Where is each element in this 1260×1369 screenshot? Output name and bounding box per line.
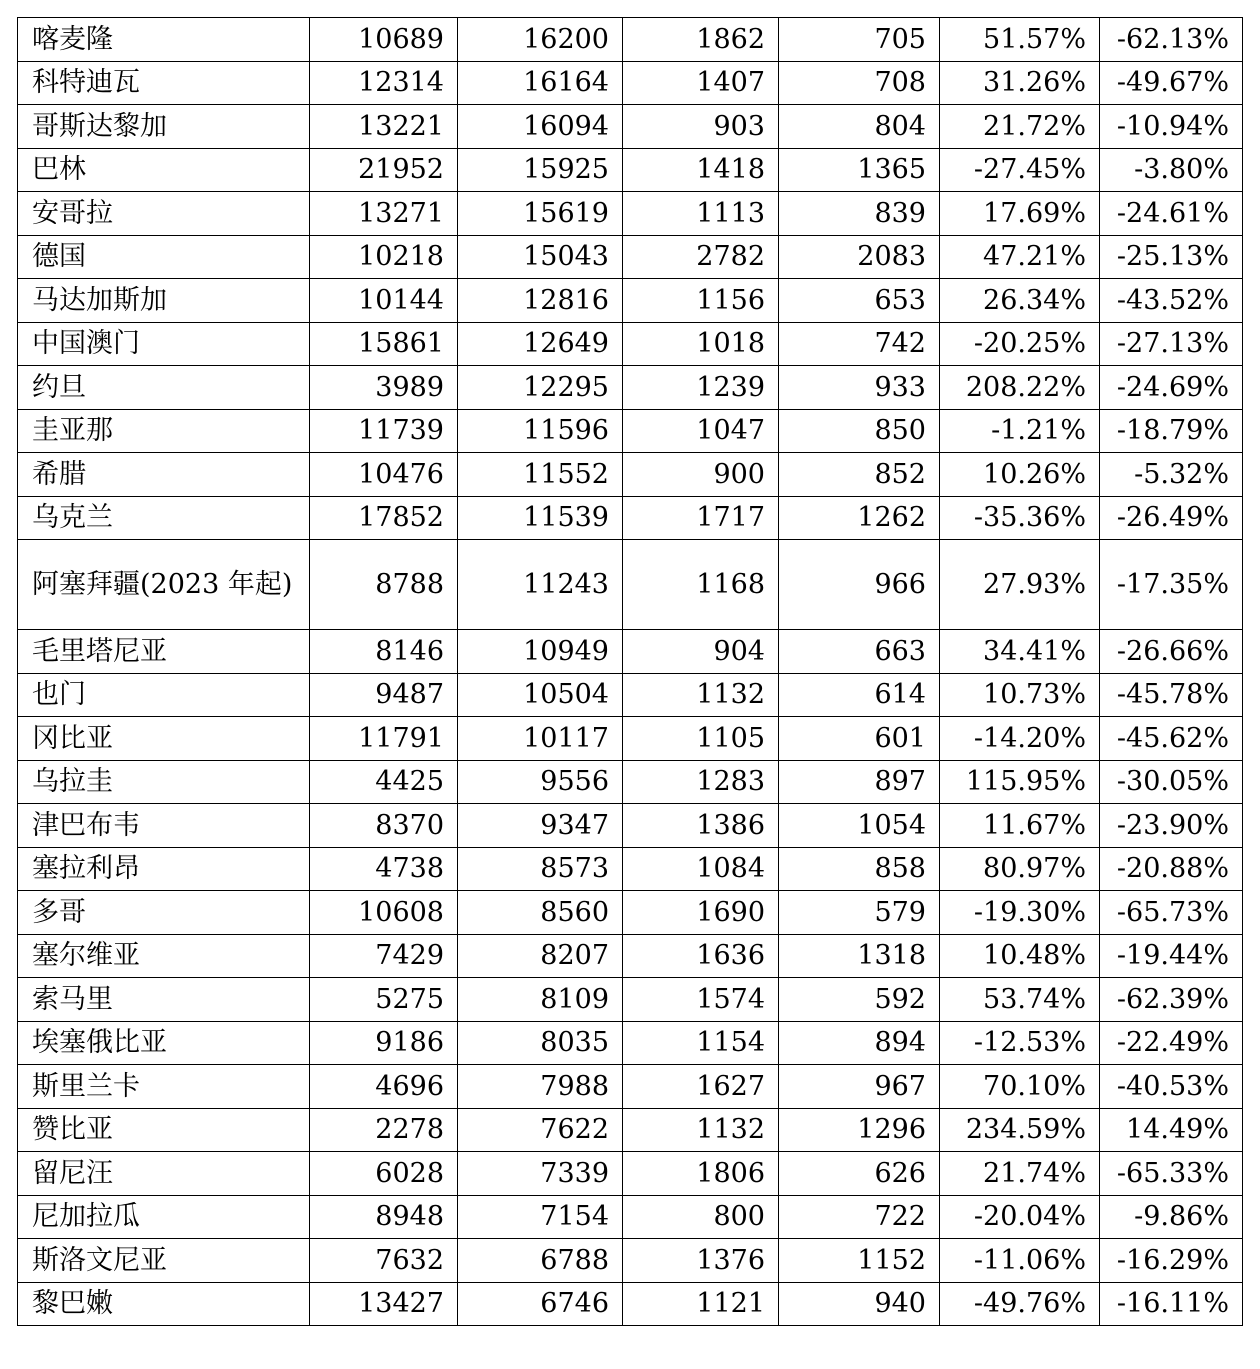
table-row xyxy=(18,540,1243,630)
table-cell-value-col-3: 800 xyxy=(623,1195,779,1239)
table-cell-change-pct-1: -35.36% xyxy=(940,496,1100,540)
table-cell-change-pct-2: -45.62% xyxy=(1100,717,1243,761)
table-cell-change-pct-1: 70.10% xyxy=(940,1065,1100,1109)
table-cell-value-col-4: 708 xyxy=(779,61,940,105)
table-cell-value-col-2: 15619 xyxy=(458,192,623,236)
table-cell-value-col-4: 705 xyxy=(779,18,940,62)
table-cell-change-pct-2: -16.29% xyxy=(1100,1239,1243,1283)
table-cell-change-pct-1: 115.95% xyxy=(940,760,1100,804)
table-cell-value-col-4: 601 xyxy=(779,717,940,761)
table-cell-value-col-2: 9556 xyxy=(458,760,623,804)
table-cell-value-col-4: 722 xyxy=(779,1195,940,1239)
table-row xyxy=(18,891,1243,935)
table-row xyxy=(18,1108,1243,1152)
table-cell-value-col-1: 17852 xyxy=(310,496,458,540)
table-cell-value-col-4: 1054 xyxy=(779,804,940,848)
table-cell-value-col-4: 592 xyxy=(779,978,940,1022)
table-cell-change-pct-1: 10.48% xyxy=(940,934,1100,978)
table-cell-value-col-2: 16094 xyxy=(458,105,623,149)
table-cell-change-pct-2: -24.69% xyxy=(1100,366,1243,410)
table-cell-value-col-2: 12295 xyxy=(458,366,623,410)
table-cell-change-pct-2: -19.44% xyxy=(1100,934,1243,978)
table-cell-change-pct-2: -23.90% xyxy=(1100,804,1243,848)
table-cell-value-col-1: 8146 xyxy=(310,630,458,674)
table-cell-change-pct-2: -3.80% xyxy=(1100,148,1243,192)
table-cell-change-pct-2: -40.53% xyxy=(1100,1065,1243,1109)
table-cell-value-col-3: 2782 xyxy=(623,235,779,279)
table-cell-change-pct-2: -62.13% xyxy=(1100,18,1243,62)
table-row xyxy=(18,1282,1243,1326)
table-cell-value-col-2: 10949 xyxy=(458,630,623,674)
table-row xyxy=(18,1195,1243,1239)
table-cell-change-pct-1: 234.59% xyxy=(940,1108,1100,1152)
table-cell-country-name: 德国 xyxy=(18,235,310,279)
table-cell-value-col-4: 966 xyxy=(779,540,940,630)
table-cell-country-name: 冈比亚 xyxy=(18,717,310,761)
table-cell-value-col-1: 9186 xyxy=(310,1021,458,1065)
table-cell-value-col-1: 11739 xyxy=(310,409,458,453)
table-cell-value-col-1: 12314 xyxy=(310,61,458,105)
table-cell-value-col-2: 10117 xyxy=(458,717,623,761)
table-cell-country-name: 多哥 xyxy=(18,891,310,935)
table-cell-value-col-4: 653 xyxy=(779,279,940,323)
data-table-container xyxy=(17,17,1243,1326)
table-cell-value-col-2: 7622 xyxy=(458,1108,623,1152)
table-cell-value-col-1: 13427 xyxy=(310,1282,458,1326)
table-row xyxy=(18,1239,1243,1283)
table-cell-change-pct-1: 10.26% xyxy=(940,453,1100,497)
table-cell-value-col-4: 2083 xyxy=(779,235,940,279)
table-cell-value-col-4: 1365 xyxy=(779,148,940,192)
table-cell-change-pct-1: 31.26% xyxy=(940,61,1100,105)
table-cell-change-pct-2: -25.13% xyxy=(1100,235,1243,279)
table-cell-value-col-1: 4425 xyxy=(310,760,458,804)
table-cell-change-pct-1: -19.30% xyxy=(940,891,1100,935)
table-cell-value-col-2: 11539 xyxy=(458,496,623,540)
table-cell-change-pct-1: 80.97% xyxy=(940,847,1100,891)
table-cell-change-pct-2: -26.66% xyxy=(1100,630,1243,674)
table-cell-value-col-3: 1386 xyxy=(623,804,779,848)
table-cell-value-col-2: 10504 xyxy=(458,673,623,717)
table-cell-country-name: 塞尔维亚 xyxy=(18,934,310,978)
table-cell-change-pct-1: 47.21% xyxy=(940,235,1100,279)
table-cell-value-col-1: 7429 xyxy=(310,934,458,978)
table-cell-change-pct-1: -11.06% xyxy=(940,1239,1100,1283)
table-row xyxy=(18,978,1243,1022)
table-cell-value-col-2: 16200 xyxy=(458,18,623,62)
table-cell-value-col-1: 13221 xyxy=(310,105,458,149)
table-cell-country-name: 斯里兰卡 xyxy=(18,1065,310,1109)
table-row xyxy=(18,279,1243,323)
table-cell-value-col-1: 6028 xyxy=(310,1152,458,1196)
table-cell-country-name: 留尼汪 xyxy=(18,1152,310,1196)
table-cell-country-name: 约旦 xyxy=(18,366,310,410)
table-cell-value-col-3: 1806 xyxy=(623,1152,779,1196)
table-cell-change-pct-2: -20.88% xyxy=(1100,847,1243,891)
table-cell-value-col-1: 10144 xyxy=(310,279,458,323)
table-row xyxy=(18,148,1243,192)
table-cell-change-pct-1: 53.74% xyxy=(940,978,1100,1022)
table-cell-value-col-2: 8109 xyxy=(458,978,623,1022)
table-cell-change-pct-1: 26.34% xyxy=(940,279,1100,323)
table-cell-change-pct-2: -24.61% xyxy=(1100,192,1243,236)
table-row xyxy=(18,105,1243,149)
table-cell-value-col-1: 21952 xyxy=(310,148,458,192)
table-row xyxy=(18,18,1243,62)
table-cell-value-col-2: 11552 xyxy=(458,453,623,497)
table-cell-value-col-4: 894 xyxy=(779,1021,940,1065)
table-cell-change-pct-2: -65.33% xyxy=(1100,1152,1243,1196)
table-cell-value-col-3: 1239 xyxy=(623,366,779,410)
table-cell-value-col-3: 1283 xyxy=(623,760,779,804)
table-row xyxy=(18,804,1243,848)
table-cell-value-col-3: 1690 xyxy=(623,891,779,935)
table-cell-value-col-2: 6788 xyxy=(458,1239,623,1283)
table-cell-country-name: 安哥拉 xyxy=(18,192,310,236)
table-cell-value-col-4: 742 xyxy=(779,322,940,366)
table-cell-value-col-2: 9347 xyxy=(458,804,623,848)
table-cell-value-col-1: 10476 xyxy=(310,453,458,497)
table-cell-value-col-1: 8788 xyxy=(310,540,458,630)
table-cell-value-col-1: 10608 xyxy=(310,891,458,935)
table-cell-country-name: 中国澳门 xyxy=(18,322,310,366)
table-row xyxy=(18,61,1243,105)
table-row xyxy=(18,409,1243,453)
table-cell-change-pct-2: -17.35% xyxy=(1100,540,1243,630)
table-cell-value-col-4: 858 xyxy=(779,847,940,891)
table-cell-value-col-3: 1168 xyxy=(623,540,779,630)
table-row xyxy=(18,673,1243,717)
table-cell-value-col-2: 8573 xyxy=(458,847,623,891)
table-row xyxy=(18,366,1243,410)
table-cell-change-pct-2: -26.49% xyxy=(1100,496,1243,540)
table-cell-country-name: 赞比亚 xyxy=(18,1108,310,1152)
table-cell-value-col-2: 8560 xyxy=(458,891,623,935)
table-cell-value-col-2: 12816 xyxy=(458,279,623,323)
table-cell-value-col-2: 7154 xyxy=(458,1195,623,1239)
table-cell-change-pct-1: 21.72% xyxy=(940,105,1100,149)
table-cell-value-col-2: 12649 xyxy=(458,322,623,366)
table-cell-value-col-3: 1717 xyxy=(623,496,779,540)
table-cell-value-col-4: 1152 xyxy=(779,1239,940,1283)
table-cell-country-name: 圭亚那 xyxy=(18,409,310,453)
table-cell-value-col-1: 8370 xyxy=(310,804,458,848)
table-cell-country-name: 黎巴嫩 xyxy=(18,1282,310,1326)
table-row xyxy=(18,453,1243,497)
table-cell-country-name: 埃塞俄比亚 xyxy=(18,1021,310,1065)
table-cell-value-col-1: 15861 xyxy=(310,322,458,366)
table-cell-value-col-1: 4696 xyxy=(310,1065,458,1109)
table-cell-value-col-4: 579 xyxy=(779,891,940,935)
table-cell-value-col-3: 904 xyxy=(623,630,779,674)
table-cell-change-pct-1: 51.57% xyxy=(940,18,1100,62)
table-row xyxy=(18,717,1243,761)
table-cell-country-name: 希腊 xyxy=(18,453,310,497)
table-cell-country-name: 哥斯达黎加 xyxy=(18,105,310,149)
table-cell-change-pct-2: -49.67% xyxy=(1100,61,1243,105)
table-cell-change-pct-1: 27.93% xyxy=(940,540,1100,630)
table-cell-value-col-4: 967 xyxy=(779,1065,940,1109)
table-cell-value-col-1: 5275 xyxy=(310,978,458,1022)
table-cell-value-col-4: 1318 xyxy=(779,934,940,978)
table-cell-change-pct-1: 34.41% xyxy=(940,630,1100,674)
table-cell-change-pct-2: -43.52% xyxy=(1100,279,1243,323)
table-cell-change-pct-2: -65.73% xyxy=(1100,891,1243,935)
table-cell-value-col-1: 2278 xyxy=(310,1108,458,1152)
table-cell-change-pct-1: -27.45% xyxy=(940,148,1100,192)
table-cell-value-col-3: 1132 xyxy=(623,673,779,717)
table-cell-value-col-3: 1636 xyxy=(623,934,779,978)
table-cell-value-col-3: 1084 xyxy=(623,847,779,891)
table-row xyxy=(18,192,1243,236)
table-cell-change-pct-1: -20.25% xyxy=(940,322,1100,366)
table-cell-change-pct-2: -22.49% xyxy=(1100,1021,1243,1065)
table-cell-change-pct-2: -10.94% xyxy=(1100,105,1243,149)
table-cell-country-name: 阿塞拜疆(2023 年起) xyxy=(18,540,310,630)
table-row xyxy=(18,496,1243,540)
table-cell-value-col-2: 11596 xyxy=(458,409,623,453)
table-cell-change-pct-1: -1.21% xyxy=(940,409,1100,453)
table-cell-country-name: 斯洛文尼亚 xyxy=(18,1239,310,1283)
table-cell-change-pct-2: -16.11% xyxy=(1100,1282,1243,1326)
table-row xyxy=(18,1065,1243,1109)
table-cell-change-pct-2: -30.05% xyxy=(1100,760,1243,804)
data-table xyxy=(17,17,1243,1326)
table-cell-value-col-2: 16164 xyxy=(458,61,623,105)
table-cell-change-pct-1: 11.67% xyxy=(940,804,1100,848)
table-cell-value-col-1: 3989 xyxy=(310,366,458,410)
table-cell-value-col-1: 10218 xyxy=(310,235,458,279)
table-row xyxy=(18,847,1243,891)
table-cell-value-col-3: 1121 xyxy=(623,1282,779,1326)
table-cell-value-col-2: 7339 xyxy=(458,1152,623,1196)
table-cell-value-col-4: 839 xyxy=(779,192,940,236)
table-cell-change-pct-2: -5.32% xyxy=(1100,453,1243,497)
table-cell-change-pct-1: 17.69% xyxy=(940,192,1100,236)
table-cell-value-col-1: 13271 xyxy=(310,192,458,236)
table-row xyxy=(18,760,1243,804)
table-cell-value-col-4: 852 xyxy=(779,453,940,497)
table-cell-value-col-1: 4738 xyxy=(310,847,458,891)
table-cell-change-pct-2: -9.86% xyxy=(1100,1195,1243,1239)
table-cell-value-col-2: 8207 xyxy=(458,934,623,978)
table-row xyxy=(18,1152,1243,1196)
table-cell-change-pct-2: -62.39% xyxy=(1100,978,1243,1022)
table-cell-country-name: 也门 xyxy=(18,673,310,717)
table-cell-change-pct-2: -27.13% xyxy=(1100,322,1243,366)
table-cell-value-col-3: 1018 xyxy=(623,322,779,366)
table-cell-country-name: 毛里塔尼亚 xyxy=(18,630,310,674)
table-cell-value-col-3: 1627 xyxy=(623,1065,779,1109)
table-cell-country-name: 乌拉圭 xyxy=(18,760,310,804)
table-cell-value-col-3: 1047 xyxy=(623,409,779,453)
table-cell-country-name: 索马里 xyxy=(18,978,310,1022)
table-cell-value-col-4: 897 xyxy=(779,760,940,804)
table-cell-value-col-4: 804 xyxy=(779,105,940,149)
table-row xyxy=(18,1021,1243,1065)
table-row xyxy=(18,630,1243,674)
table-cell-value-col-1: 8948 xyxy=(310,1195,458,1239)
table-cell-country-name: 塞拉利昂 xyxy=(18,847,310,891)
table-cell-value-col-4: 626 xyxy=(779,1152,940,1196)
table-cell-value-col-3: 1113 xyxy=(623,192,779,236)
table-cell-value-col-2: 15925 xyxy=(458,148,623,192)
table-cell-change-pct-2: 14.49% xyxy=(1100,1108,1243,1152)
table-cell-change-pct-1: -12.53% xyxy=(940,1021,1100,1065)
table-body xyxy=(18,18,1243,1326)
table-cell-value-col-1: 7632 xyxy=(310,1239,458,1283)
table-cell-value-col-4: 614 xyxy=(779,673,940,717)
table-cell-change-pct-2: -18.79% xyxy=(1100,409,1243,453)
table-cell-value-col-1: 10689 xyxy=(310,18,458,62)
table-cell-value-col-3: 1862 xyxy=(623,18,779,62)
table-cell-change-pct-2: -45.78% xyxy=(1100,673,1243,717)
table-cell-change-pct-1: -14.20% xyxy=(940,717,1100,761)
table-cell-value-col-3: 903 xyxy=(623,105,779,149)
table-cell-change-pct-1: -20.04% xyxy=(940,1195,1100,1239)
table-cell-country-name: 津巴布韦 xyxy=(18,804,310,848)
table-cell-value-col-4: 1262 xyxy=(779,496,940,540)
table-cell-country-name: 科特迪瓦 xyxy=(18,61,310,105)
table-cell-value-col-4: 940 xyxy=(779,1282,940,1326)
table-row xyxy=(18,235,1243,279)
table-cell-value-col-3: 1574 xyxy=(623,978,779,1022)
table-cell-change-pct-1: 21.74% xyxy=(940,1152,1100,1196)
table-cell-country-name: 乌克兰 xyxy=(18,496,310,540)
table-cell-value-col-1: 11791 xyxy=(310,717,458,761)
table-cell-value-col-2: 6746 xyxy=(458,1282,623,1326)
table-cell-value-col-3: 1418 xyxy=(623,148,779,192)
table-cell-country-name: 巴林 xyxy=(18,148,310,192)
table-cell-value-col-2: 15043 xyxy=(458,235,623,279)
table-cell-value-col-4: 663 xyxy=(779,630,940,674)
table-cell-value-col-1: 9487 xyxy=(310,673,458,717)
table-row xyxy=(18,322,1243,366)
table-cell-country-name: 尼加拉瓜 xyxy=(18,1195,310,1239)
table-cell-value-col-2: 8035 xyxy=(458,1021,623,1065)
table-cell-country-name: 马达加斯加 xyxy=(18,279,310,323)
table-cell-value-col-3: 1132 xyxy=(623,1108,779,1152)
table-cell-value-col-4: 850 xyxy=(779,409,940,453)
table-cell-country-name: 喀麦隆 xyxy=(18,18,310,62)
table-cell-value-col-3: 1105 xyxy=(623,717,779,761)
table-cell-value-col-2: 11243 xyxy=(458,540,623,630)
table-cell-value-col-2: 7988 xyxy=(458,1065,623,1109)
table-cell-change-pct-1: 208.22% xyxy=(940,366,1100,410)
table-cell-value-col-3: 1154 xyxy=(623,1021,779,1065)
table-row xyxy=(18,934,1243,978)
table-cell-value-col-4: 933 xyxy=(779,366,940,410)
table-cell-change-pct-1: 10.73% xyxy=(940,673,1100,717)
table-cell-value-col-3: 1407 xyxy=(623,61,779,105)
table-cell-change-pct-1: -49.76% xyxy=(940,1282,1100,1326)
table-cell-value-col-4: 1296 xyxy=(779,1108,940,1152)
table-cell-value-col-3: 1156 xyxy=(623,279,779,323)
table-cell-value-col-3: 1376 xyxy=(623,1239,779,1283)
table-cell-value-col-3: 900 xyxy=(623,453,779,497)
